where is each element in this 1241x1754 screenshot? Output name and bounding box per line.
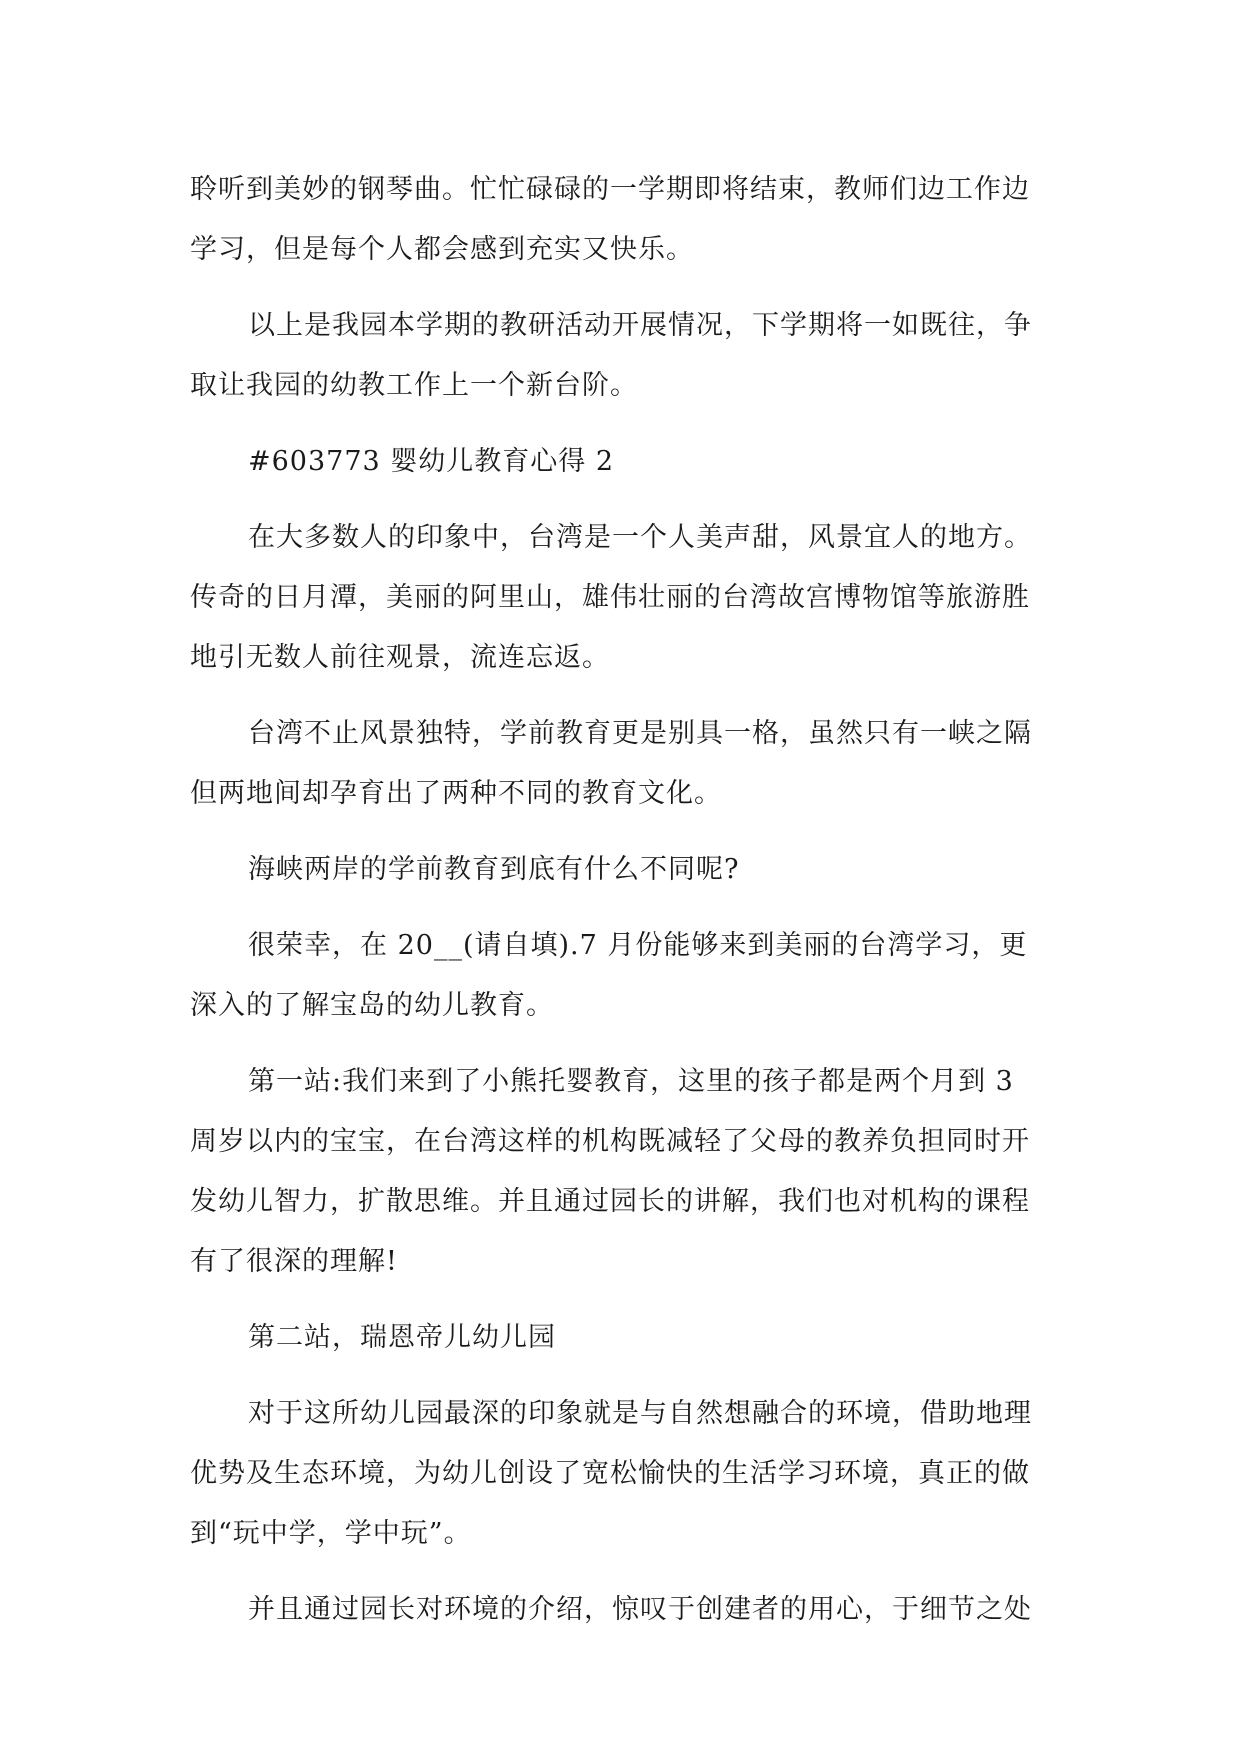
- text-line: 学习，但是每个人都会感到充实又快乐。: [190, 234, 694, 265]
- text-line: 海峡两岸的学前教育到底有什么不同呢?: [248, 854, 740, 885]
- paragraph: [190, 160, 1060, 280]
- text-line: 发幼儿智力，扩散思维。并且通过园长的讲解，我们也对机构的课程: [190, 1186, 1030, 1217]
- text-line: 聆听到美妙的钢琴曲。忙忙碌碌的一学期即将结束，教师们边工作边: [190, 174, 1030, 205]
- text-line: 取让我园的幼教工作上一个新台阶。: [190, 370, 638, 401]
- paragraph: [190, 296, 1060, 416]
- text-line: 台湾不止风景独特，学前教育更是别具一格，虽然只有一峡之隔: [248, 718, 1032, 749]
- text-line: 优势及生态环境，为幼儿创设了宽松愉快的生活学习环境，真正的做: [190, 1458, 1030, 1489]
- text-line: #603773 婴幼儿教育心得 2: [248, 446, 615, 477]
- paragraph: [190, 704, 1060, 824]
- text-line: 在大多数人的印象中，台湾是一个人美声甜，风景宜人的地方。: [248, 522, 1032, 553]
- text-line: 地引无数人前往观景，流连忘返。: [190, 642, 610, 673]
- paragraph: [190, 1384, 1060, 1564]
- text-line: 到“玩中学，学中玩”。: [190, 1518, 472, 1549]
- text-line: 第一站:我们来到了小熊托婴教育，这里的孩子都是两个月到 3: [248, 1066, 1014, 1097]
- text-line: 深入的了解宝岛的幼儿教育。: [190, 990, 554, 1021]
- text-line: 第二站，瑞恩帝儿幼儿园: [248, 1322, 556, 1353]
- text-line: 并且通过园长对环境的介绍，惊叹于创建者的用心，于细节之处: [248, 1594, 1032, 1625]
- text-line: 很荣幸，在 20__(请自填).7 月份能够来到美丽的台湾学习，更: [248, 930, 1028, 961]
- text-line: 传奇的日月潭，美丽的阿里山，雄伟壮丽的台湾故宫博物馆等旅游胜: [190, 582, 1030, 613]
- document-body: [190, 160, 1060, 1656]
- paragraph: [190, 1052, 1060, 1292]
- paragraph: [190, 1308, 1060, 1368]
- text-line: 周岁以内的宝宝，在台湾这样的机构既减轻了父母的教养负担同时开: [190, 1126, 1030, 1157]
- paragraph: [190, 916, 1060, 1036]
- text-line: 但两地间却孕育出了两种不同的教育文化。: [190, 778, 722, 809]
- text-line: 以上是我园本学期的教研活动开展情况，下学期将一如既往，争: [248, 310, 1032, 341]
- paragraph: [190, 1580, 1060, 1640]
- text-line: 对于这所幼儿园最深的印象就是与自然想融合的环境，借助地理: [248, 1398, 1032, 1429]
- section-heading: [190, 432, 1060, 492]
- paragraph: [190, 508, 1060, 688]
- text-line: 有了很深的理解!: [190, 1246, 398, 1277]
- paragraph: [190, 840, 1060, 900]
